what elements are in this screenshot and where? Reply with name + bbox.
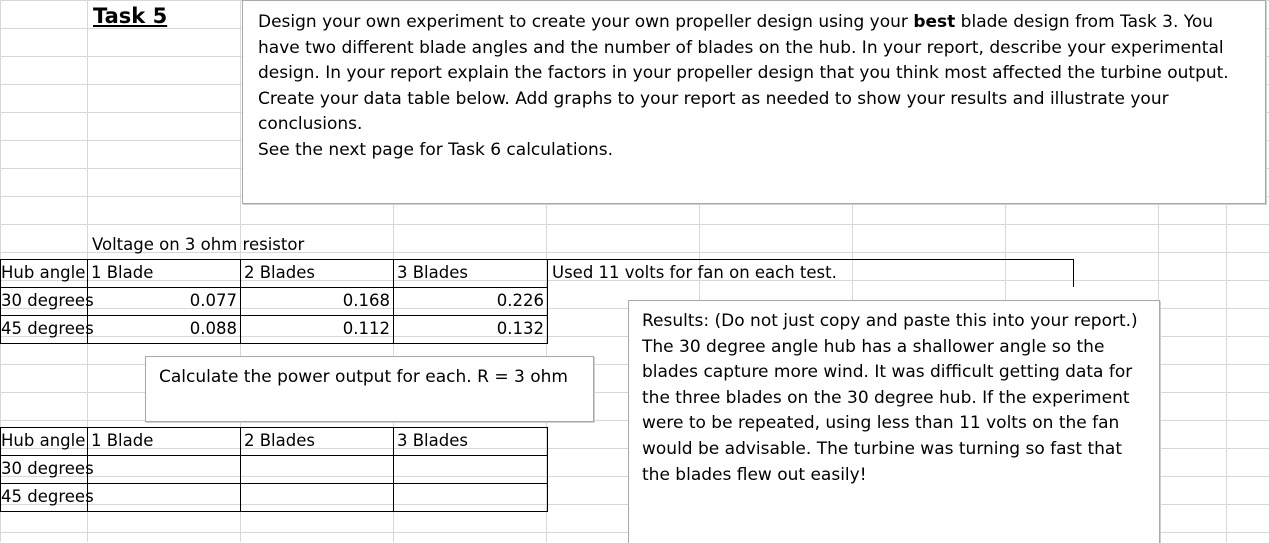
instructions-text: [258, 10, 1253, 164]
power-header-1-blade[interactable]: 1 Blade: [91, 431, 154, 450]
instructions-textbox[interactable]: [242, 0, 1266, 204]
row-label-30[interactable]: 30 degrees: [1, 291, 94, 310]
instructions-next-page: See the next page for Task 6 calculations.: [258, 139, 614, 160]
voltage-45-2[interactable]: 0.112: [342, 319, 390, 338]
instructions-pre: Design your own experiment to create your own propeller design using your: [258, 12, 914, 32]
task-title[interactable]: Task 5: [93, 4, 168, 28]
voltage-caption[interactable]: Voltage on 3 ohm resistor: [92, 235, 305, 254]
voltage-30-2[interactable]: 0.168: [342, 291, 390, 310]
voltage-45-1[interactable]: 0.088: [189, 319, 237, 338]
power-header-2-blades[interactable]: 2 Blades: [244, 431, 315, 450]
row-label-45[interactable]: 45 degrees: [1, 319, 94, 338]
voltage-30-3[interactable]: 0.226: [496, 291, 544, 310]
header-3-blades[interactable]: 3 Blades: [397, 263, 468, 282]
fan-note[interactable]: Used 11 volts for fan on each test.: [552, 263, 837, 282]
header-hub-angle[interactable]: Hub angle: [1, 263, 86, 282]
power-header-hub-angle[interactable]: Hub angle: [1, 431, 86, 450]
header-1-blade[interactable]: 1 Blade: [91, 263, 154, 282]
instructions-post: blade design from Task 3. You have two different blade angles and the number of blades on the hub. In your report, describe your experimental design. In your report explain the factors in your propeller design that you think most affected the turbine output. Create your data table below. Add graphs to your report as needed to show your results and illustrate your conclusions.: [258, 12, 1229, 135]
header-2-blades[interactable]: 2 Blades: [244, 263, 315, 282]
results-text: Results: (Do not just copy and paste this into your report.) The 30 degree angle hub has a shallower angle so the blades capture more wind. It was difficult getting data for the three blades on the 30 degree hub. If the experiment were to be repeated, using less than 11 volts on the fan would be advisable. The turbine was turning so fast that the blades flew out easily!: [642, 311, 1138, 485]
instructions-bold: best: [913, 12, 956, 32]
results-textbox[interactable]: [628, 300, 1160, 543]
voltage-30-1[interactable]: 0.077: [189, 291, 237, 310]
power-prompt: Calculate the power output for each. R = 3 ohm: [159, 367, 568, 387]
power-header-3-blades[interactable]: 3 Blades: [397, 431, 468, 450]
voltage-45-3[interactable]: 0.132: [496, 319, 544, 338]
power-prompt-textbox[interactable]: [145, 356, 594, 422]
power-row-label-30[interactable]: 30 degrees: [1, 459, 94, 478]
power-row-label-45[interactable]: 45 degrees: [1, 487, 94, 506]
